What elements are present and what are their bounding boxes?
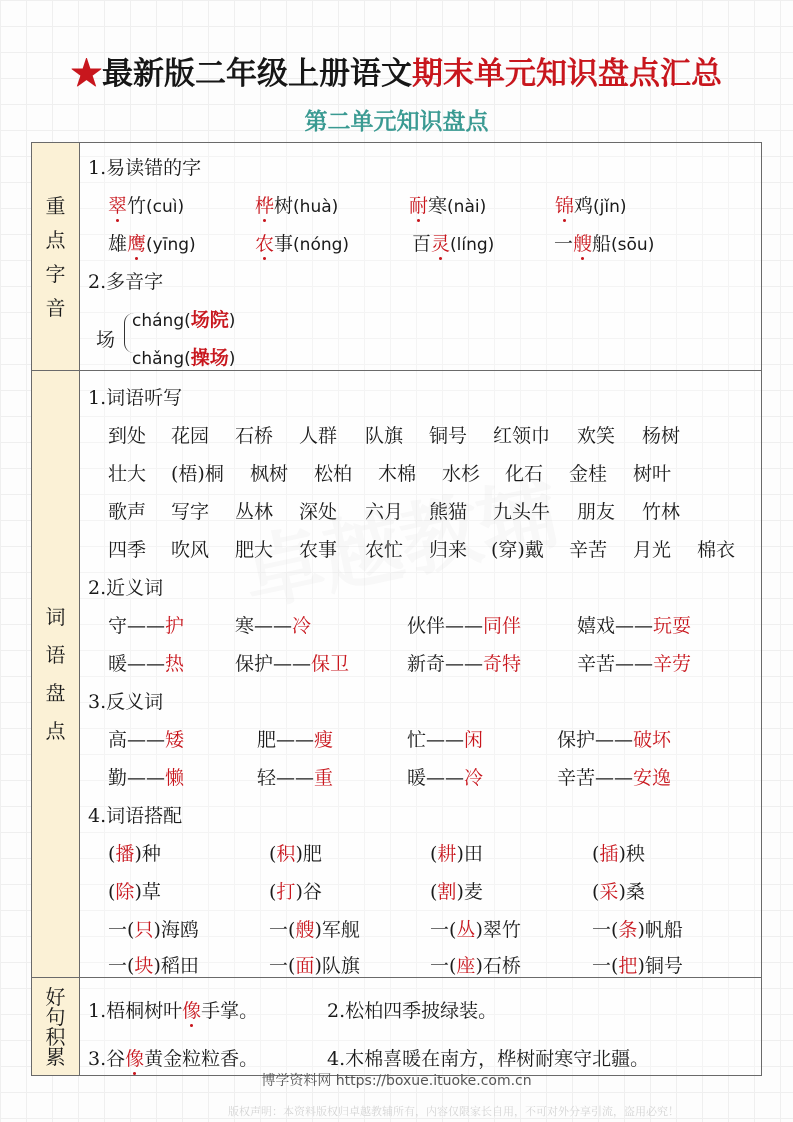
section-title-antonyms: 3.反义词 [88, 691, 164, 713]
word: 石桥 [235, 425, 274, 447]
collocation-item: (除)草 [108, 881, 161, 903]
word: 花园 [171, 425, 210, 447]
word: 歌声 [108, 501, 147, 523]
copyright-notice: 版权声明：本资料版权归卓越教辅所有，内容仅限家长自用，不可对外分享引流，盗用必究！ [228, 1105, 679, 1118]
collocation-item: 一(面)队旗 [269, 955, 360, 977]
synonym-row [80, 611, 761, 641]
misread-item: 翠竹(cuì) [108, 195, 185, 217]
star-icon: ★ [71, 56, 102, 92]
antonym-row [80, 725, 761, 755]
word: 棉衣 [697, 539, 736, 561]
collocation-row [80, 951, 761, 981]
site-footer: 博学资料网 https://boxue.ituoke.com.cn [261, 1073, 532, 1089]
synonym-pair: 辛苦——辛劳 [577, 653, 692, 675]
word: 六月 [365, 501, 404, 523]
sentence-item: 4.木棉喜暖在南方，桦树耐寒守北疆。 [327, 1048, 650, 1070]
side-label-vocabulary: 词 语 盘 点 [32, 371, 80, 977]
word: 丛林 [235, 501, 274, 523]
collocation-item: (积)肥 [269, 843, 322, 865]
word: 肥大 [235, 539, 274, 561]
collocation-item: (打)谷 [269, 881, 322, 903]
section-title-synonyms: 2.近义词 [88, 577, 164, 599]
polyphonic-reading: chǎng(操场) [132, 347, 236, 369]
antonym-pair: 辛苦——安逸 [557, 767, 672, 789]
synonym-pair: 暖——热 [108, 653, 185, 675]
collocation-item: (采)桑 [592, 881, 645, 903]
misread-item: 雄鹰(yīng) [108, 233, 196, 255]
sentence-item: 2.松柏四季披绿装。 [327, 1000, 498, 1022]
collocation-item: (割)麦 [430, 881, 483, 903]
word: 朋友 [577, 501, 616, 523]
word: 辛苦 [569, 539, 608, 561]
collocation-item: 一(座)石桥 [430, 955, 521, 977]
collocation-row [80, 915, 761, 945]
misread-row [80, 229, 761, 259]
collocation-row [80, 839, 761, 869]
collocation-item: 一(条)帆船 [592, 919, 683, 941]
section-title-polyphonic: 2.多音字 [88, 271, 164, 293]
sentence-item: 3.谷像黄金粒粒香。 [88, 1048, 259, 1070]
section-vocabulary [32, 370, 761, 977]
antonym-pair: 勤——懒 [108, 767, 185, 789]
polyphonic-reading: cháng(场院) [132, 309, 236, 331]
word: 人群 [299, 425, 338, 447]
unit-subtitle: 第二单元知识盘点 [304, 108, 489, 135]
word: 熊猫 [429, 501, 468, 523]
collocation-item: 一(艘)军舰 [269, 919, 360, 941]
collocation-item: (插)秧 [592, 843, 645, 865]
section-pronunciation [32, 143, 761, 370]
word: 松柏 [314, 463, 353, 485]
collocation-item: 一(只)海鸥 [108, 919, 199, 941]
dictation-row [80, 421, 761, 451]
sentences-content [80, 978, 761, 1075]
word: 月光 [633, 539, 672, 561]
misread-item: 一艘船(sōu) [554, 233, 655, 255]
word: 化石 [505, 463, 544, 485]
misread-item: 锦鸡(jǐn) [555, 195, 627, 217]
synonym-row [80, 649, 761, 679]
synonym-pair: 守——护 [108, 615, 185, 637]
word: 农事 [299, 539, 338, 561]
page-title [0, 48, 793, 93]
word: 深处 [299, 501, 338, 523]
dictation-row [80, 497, 761, 527]
dictation-row [80, 459, 761, 489]
antonym-pair: 暖——冷 [407, 767, 484, 789]
section-sentences [32, 977, 761, 1075]
word: 铜号 [429, 425, 468, 447]
side-label-pronunciation: 重 点 字 音 [32, 143, 80, 370]
word: (梧)桐 [171, 463, 224, 485]
knowledge-table [31, 142, 762, 1076]
collocation-row [80, 877, 761, 907]
antonym-pair: 忙——闲 [407, 729, 484, 751]
title-black-part: 最新版二年级上册语文 [102, 56, 412, 92]
word: (穿)戴 [491, 539, 544, 561]
word: 杨树 [642, 425, 681, 447]
word: 九头牛 [493, 501, 551, 523]
collocation-item: (耕)田 [430, 843, 483, 865]
collocation-item: 一(把)铜号 [592, 955, 683, 977]
polyphonic-char: 场 [96, 329, 116, 351]
word: 红领巾 [493, 425, 551, 447]
section-title-easy-misread: 1.易读错的字 [88, 157, 202, 179]
vocabulary-content [80, 371, 761, 977]
misread-item: 农事(nóng) [255, 233, 350, 255]
word: 队旗 [365, 425, 404, 447]
misread-item: 百灵(líng) [412, 233, 495, 255]
misread-item: 桦树(huà) [255, 195, 339, 217]
word: 归来 [429, 539, 468, 561]
word: 到处 [108, 425, 147, 447]
word: 金桂 [569, 463, 608, 485]
synonym-pair: 新奇——奇特 [407, 653, 522, 675]
collocation-item: (播)种 [108, 843, 161, 865]
word: 木棉 [378, 463, 417, 485]
side-label-sentences: 好 句 积 累 [32, 978, 80, 1075]
word: 树叶 [633, 463, 672, 485]
collocation-item: 一(丛)翠竹 [430, 919, 521, 941]
word: 水杉 [442, 463, 481, 485]
word: 枫树 [250, 463, 289, 485]
word: 竹林 [642, 501, 681, 523]
collocation-item: 一(块)稻田 [108, 955, 199, 977]
synonym-pair: 嬉戏——玩耍 [577, 615, 692, 637]
misread-row [80, 191, 761, 221]
antonym-pair: 保护——破坏 [557, 729, 672, 751]
word: 吹风 [171, 539, 210, 561]
antonym-row [80, 763, 761, 793]
misread-item: 耐寒(nài) [409, 195, 487, 217]
word: 农忙 [365, 539, 404, 561]
synonym-pair: 寒——冷 [235, 615, 312, 637]
antonym-pair: 轻——重 [257, 767, 334, 789]
antonym-pair: 肥——瘦 [257, 729, 334, 751]
pronunciation-content [80, 143, 761, 370]
word: 欢笑 [577, 425, 616, 447]
synonym-pair: 伙伴——同伴 [407, 615, 522, 637]
synonym-pair: 保护——保卫 [235, 653, 350, 675]
sentence-item: 1.梧桐树叶像手掌。 [88, 1000, 259, 1022]
title-red-part: 期末单元知识盘点汇总 [412, 56, 722, 92]
section-title-collocation: 4.词语搭配 [88, 805, 183, 827]
word: 壮大 [108, 463, 147, 485]
dictation-row [80, 535, 761, 565]
word: 写字 [171, 501, 210, 523]
antonym-pair: 高——矮 [108, 729, 185, 751]
word: 四季 [108, 539, 147, 561]
section-title-dictation: 1.词语听写 [88, 387, 183, 409]
